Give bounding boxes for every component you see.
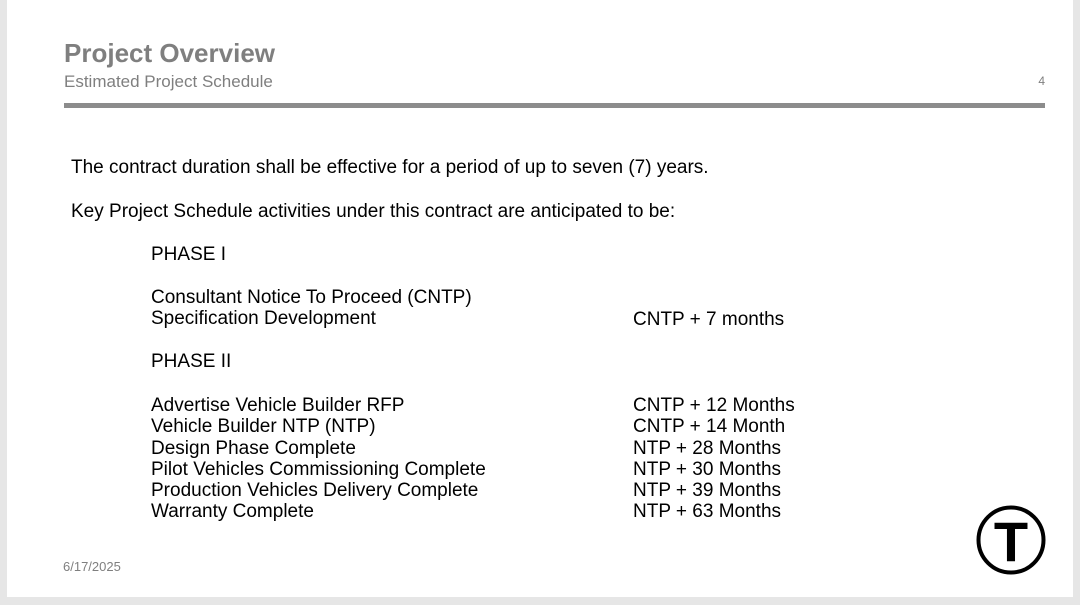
timing-item: CNTP + 14 Month xyxy=(633,416,786,438)
activity-item: Design Phase Complete xyxy=(151,437,356,459)
activity-item: Specification Development xyxy=(151,308,376,330)
logo-letter: T xyxy=(993,510,1029,573)
timing-item: CNTP + 7 months xyxy=(633,309,785,330)
phase-2-activities xyxy=(151,395,486,523)
page-number: 4 xyxy=(1038,74,1045,88)
lead-text: Key Project Schedule activities under this contract are anticipated to be: xyxy=(71,201,676,222)
phase-2-label: PHASE II xyxy=(151,351,232,372)
phase-1-label: PHASE I xyxy=(151,244,226,265)
timing-item: NTP + 28 Months xyxy=(633,437,782,459)
slide xyxy=(7,0,1073,597)
header-divider xyxy=(64,103,1045,108)
phase-1-timings xyxy=(633,309,784,330)
activity-item: Warranty Complete xyxy=(151,501,314,523)
activity-item: Pilot Vehicles Commissioning Complete xyxy=(151,458,486,480)
t-logo-icon xyxy=(975,504,1047,576)
slide-subtitle: Estimated Project Schedule xyxy=(64,72,273,91)
timing-item: CNTP + 12 Months xyxy=(633,395,795,416)
slide-date: 6/17/2025 xyxy=(63,559,121,574)
timing-item: NTP + 63 Months xyxy=(633,501,782,523)
intro-text: The contract duration shall be effective for a period of up to seven (7) years. xyxy=(71,157,709,178)
activity-item: Consultant Notice To Proceed (CNTP) xyxy=(151,287,472,308)
activity-item: Vehicle Builder NTP (NTP) xyxy=(151,416,376,438)
phase-2-timings xyxy=(633,395,795,523)
phase-1-activities xyxy=(151,287,472,330)
timing-item: NTP + 39 Months xyxy=(633,480,782,502)
activity-item: Production Vehicles Delivery Complete xyxy=(151,480,479,502)
timing-item: NTP + 30 Months xyxy=(633,458,782,480)
activity-item: Advertise Vehicle Builder RFP xyxy=(151,395,405,416)
slide-title: Project Overview xyxy=(64,38,275,68)
